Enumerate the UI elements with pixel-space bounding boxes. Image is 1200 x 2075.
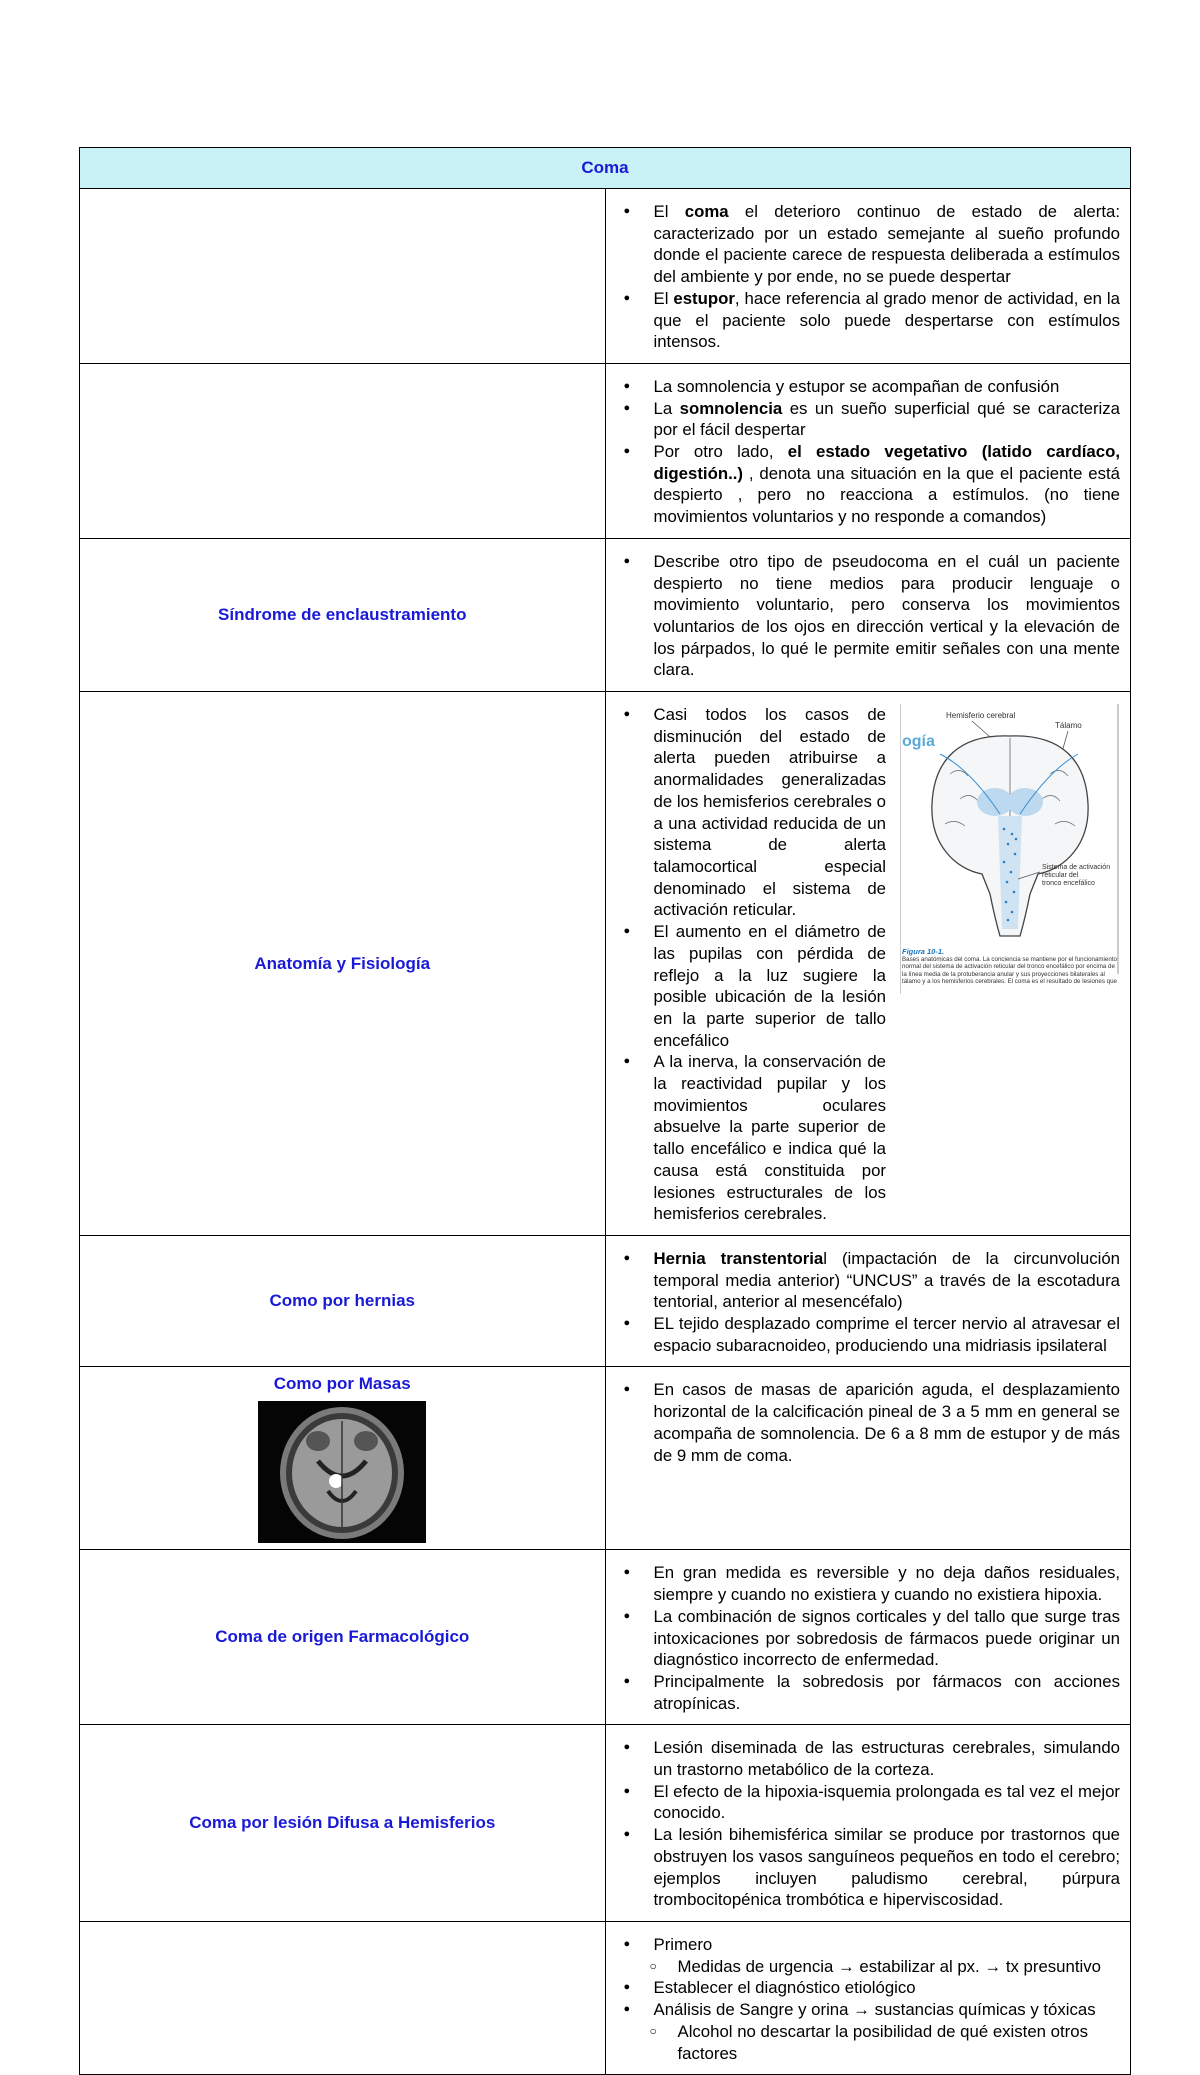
table-row (80, 1367, 1131, 1550)
list-item: ● La somnolencia es un sueño superficial qué se caracteriza por el fácil despertar (654, 398, 1121, 441)
coma-table (79, 147, 1131, 2075)
row-content (605, 363, 1131, 538)
header-title: Coma (581, 158, 629, 177)
figure-caption: Bases anatómicas del coma. La conciencia se mantiene por el funcionamiento normal del sistema de activación reticular del tronco encefálico por encima de la línea media de la protuberancia anular y sus proyecciones bilaterales al tálamo y a los hemisferios cerebrales. El coma es el resultado de lesiones que (902, 956, 1117, 986)
mri-brain-icon (258, 1401, 426, 1543)
sub-list-item: ○ Alcohol no descartar la posibilidad de qué existen otros factores (678, 2021, 1121, 2064)
list-item: ● A la inerva, la conservación de la reactividad pupilar y los movimientos oculares absuelve la parte superior de tallo encefálico e indica qué la causa está constituida por lesiones estructurales de los hemisferios cerebrales. (654, 1051, 887, 1225)
row-content (605, 1367, 1131, 1550)
list-item: ● El coma el deterioro continuo de estado de alerta: caracterizado por un estado semejante al sueño profundo donde el paciente carece de respuesta deliberada a estímulos del ambiente y por ende, no se puede despertar (654, 201, 1121, 288)
row-label: Coma por lesión Difusa a Hemisferios (80, 1725, 606, 1922)
list-item: ● El estupor, hace referencia al grado menor de actividad, en la que el paciente solo puede despertarse con estímulos intensos. (654, 288, 1121, 353)
table-row (80, 1550, 1131, 1725)
list-item: ● Describe otro tipo de pseudocoma en el cuál un paciente despierto no tiene medios para producir lenguaje o movimiento voluntario, pero conserva los movimientos voluntarios de los ojos en dirección vertical y la elevación de los párpados, lo qué le permite emitir señales con una mente clara. (654, 551, 1121, 681)
table-row (80, 692, 1131, 1236)
row-label: Como por Masas (273, 1374, 411, 1394)
row-label (80, 189, 606, 364)
list-item: ● Casi todos los casos de disminución del estado de alerta pueden atribuirse a anormalidades generalizadas de los hemisferios cerebrales o a una actividad reducida de un sistema de alerta talamocortical especial denominado el sistema de activación reticular. (654, 704, 887, 921)
row-content (605, 1922, 1131, 2075)
table-row (80, 1922, 1131, 2075)
table-row (80, 538, 1131, 691)
row-content (605, 1235, 1131, 1367)
list-item: ● El efecto de la hipoxia-isquemia prolongada es tal vez el mejor conocido. (654, 1781, 1121, 1824)
list-item: ● Primero (654, 1934, 1121, 1956)
list-item: ● Análisis de Sangre y orina → sustancias químicas y tóxicas (654, 1999, 1121, 2021)
figure-label: ogía (902, 733, 935, 751)
figure-caption-title: Figura 10-1. (902, 947, 945, 957)
row-label: Síndrome de enclaustramiento (80, 538, 606, 691)
row-content (605, 189, 1131, 364)
brain-diagram-icon (900, 704, 1120, 994)
list-item: ● Establecer el diagnóstico etiológico (654, 1977, 1121, 1999)
row-content (605, 1725, 1131, 1922)
list-item: ● La somnolencia y estupor se acompañan de confusión (654, 376, 1121, 398)
row-content (605, 538, 1131, 691)
table-row (80, 1235, 1131, 1367)
row-label (80, 363, 606, 538)
list-item: ● Lesión diseminada de las estructuras cerebrales, simulando un trastorno metabólico de la corteza. (654, 1737, 1121, 1780)
list-item: ● Por otro lado, el estado vegetativo (latido cardíaco, digestión..) , denota una situación en la que el paciente está despierto , pero no reacciona a estímulos. (no tiene movimientos voluntarios y no responde a comandos) (654, 441, 1121, 528)
row-label: Como por hernias (80, 1235, 606, 1367)
list-item: ● La combinación de signos corticales y del tallo que surge tras intoxicaciones por sobredosis de fármacos puede originar un diagnóstico incorrecto de enfermedad. (654, 1606, 1121, 1671)
row-content (605, 1550, 1131, 1725)
row-content (605, 692, 1131, 1236)
table-header (80, 148, 1131, 189)
list-item: ● EL tejido desplazado comprime el tercer nervio al atravesar el espacio subaracnoideo, produciendo una midriasis ipsilateral (654, 1313, 1121, 1356)
row-label: Anatomía y Fisiología (80, 692, 606, 1236)
figure-label: Tálamo (1055, 721, 1082, 731)
sub-list-item: ○ Medidas de urgencia → estabilizar al px. → tx presuntivo (678, 1956, 1121, 1978)
list-item: ● En casos de masas de aparición aguda, el desplazamiento horizontal de la calcificación pineal de 3 a 5 mm en general se acompaña de somnolencia. De 6 a 8 mm de estupor y de más de 9 mm de coma. (654, 1379, 1121, 1466)
table-row (80, 363, 1131, 538)
figure-label: Sistema de activación reticular del tronco encefálico (1042, 864, 1111, 888)
brain-anatomy-figure (900, 704, 1120, 994)
list-item: ● La lesión bihemisférica similar se produce por trastornos que obstruyen los vasos sanguíneos pequeños en todo el cerebro; ejemplos incluyen paludismo cerebral, púrpura trombocitopénica trombótica e hiperviscosidad. (654, 1824, 1121, 1911)
row-label-cell (80, 1367, 606, 1550)
table-row (80, 189, 1131, 364)
list-item: ● Hernia transtentorial (impactación de la circunvolución temporal media anterior) “UNCUS” a través de la escotadura tentorial, anterior al mesencéfalo) (654, 1248, 1121, 1313)
list-item: ● Principalmente la sobredosis por fármacos con acciones atropínicas. (654, 1671, 1121, 1714)
table-row (80, 1725, 1131, 1922)
list-item: ● En gran medida es reversible y no deja daños residuales, siempre y cuando no existiera y cuando no existiera hipoxia. (654, 1562, 1121, 1605)
list-item: ● El aumento en el diámetro de las pupilas con pérdida de reflejo a la luz sugiere la posible ubicación de la lesión en la parte superior de tallo encefálico (654, 921, 887, 1051)
mri-scan-image (258, 1401, 426, 1543)
row-label: Coma de origen Farmacológico (80, 1550, 606, 1725)
row-label (80, 1922, 606, 2075)
figure-label: Hemisferio cerebral (946, 711, 1016, 721)
